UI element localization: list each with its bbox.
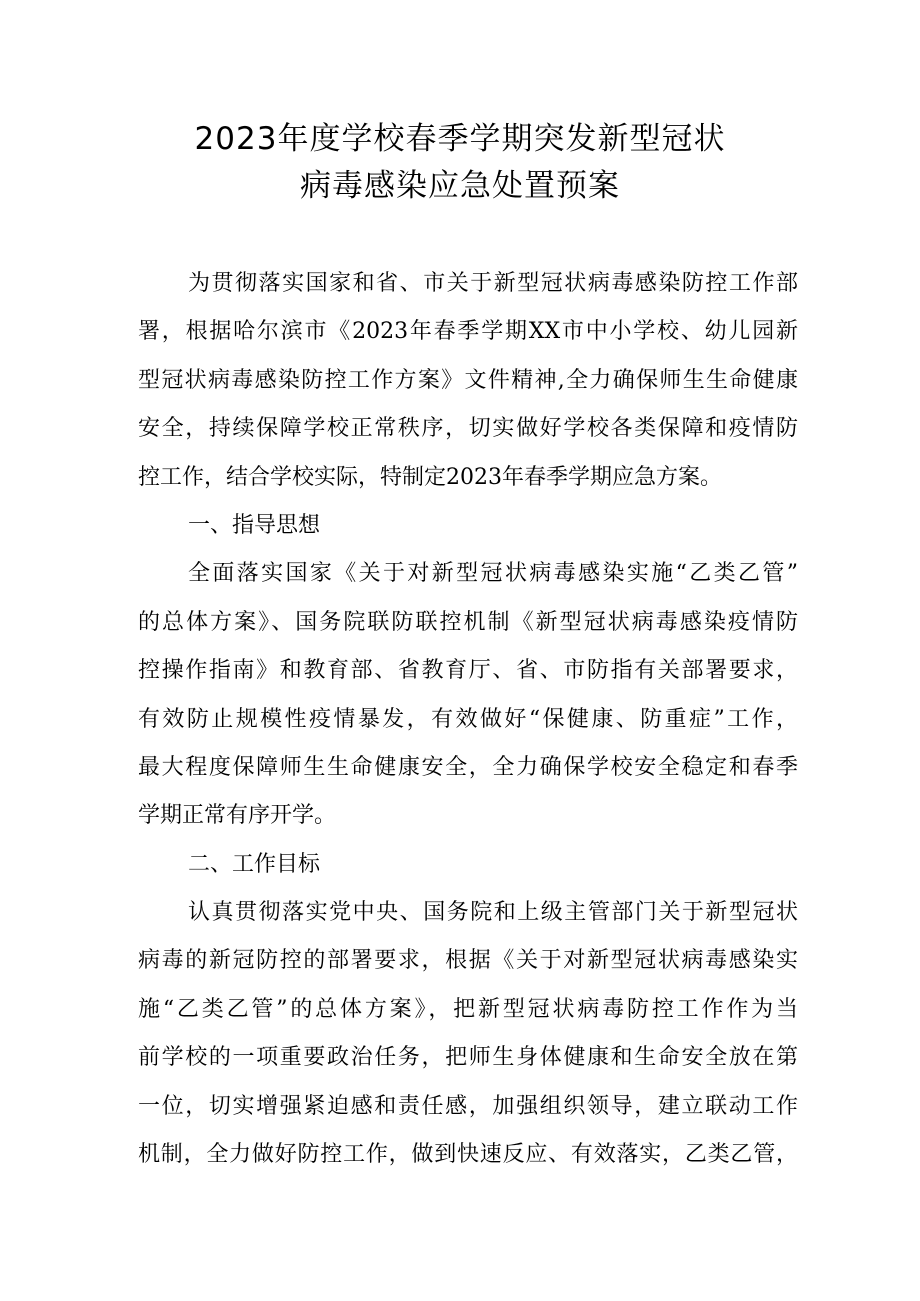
body-line: 署，根据哈尔滨市《2023年春季学期XX市中小学校、幼儿园新: [138, 319, 798, 345]
body-line: 二、工作目标: [188, 851, 321, 877]
body-line: 施“乙类乙管”的总体方案》，把新型冠状病毒防控工作作为当: [138, 996, 798, 1022]
body-line: 全面落实国家《关于对新型冠状病毒感染实施“乙类乙管”: [188, 561, 798, 587]
body-line: 一位，切实增强紧迫感和责任感，加强组织领导，建立联动工作: [138, 1093, 798, 1119]
body-line: 机制，全力做好防控工作，做到快速反应、有效落实，乙类乙管，: [138, 1142, 798, 1168]
document-title-line-2: 病毒感染应急处置预案: [300, 168, 620, 204]
body-line: 前学校的一项重要政治任务，把师生身体健康和生命安全放在第: [138, 1045, 798, 1071]
body-line: 病毒的新冠防控的部署要求，根据《关于对新型冠状病毒感染实: [138, 948, 798, 974]
body-line: 安全，持续保障学校正常秩序，切实做好学校各类保障和疫情防: [138, 416, 798, 442]
body-line: 型冠状病毒感染防控工作方案》文件精神,全力确保师生生命健康: [138, 367, 798, 393]
body-line: 有效防止规模性疫情暴发，有效做好“保健康、防重症”工作，: [138, 706, 798, 732]
body-line: 为贯彻落实国家和省、市关于新型冠状病毒感染防控工作部: [188, 271, 798, 296]
body-line: 最大程度保障师生生命健康安全，全力确保学校安全稳定和春季: [138, 754, 798, 780]
body-line: 控工作，结合学校实际，特制定2023年春季学期应急方案。: [138, 464, 722, 490]
body-line: 一、指导思想: [188, 512, 321, 538]
body-line: 学期正常有序开学。: [138, 803, 337, 829]
body-line: 认真贯彻落实党中央、国务院和上级主管部门关于新型冠状: [188, 900, 798, 926]
document-body: [138, 260, 798, 1179]
body-line: 控操作指南》和教育部、省教育厅、省、市防指有关部署要求，: [138, 658, 798, 684]
document-title-line-1: 2023年度学校春季学期突发新型冠状: [194, 121, 726, 157]
body-line: 的总体方案》、国务院联防联控机制《新型冠状病毒感染疫情防: [138, 609, 798, 635]
